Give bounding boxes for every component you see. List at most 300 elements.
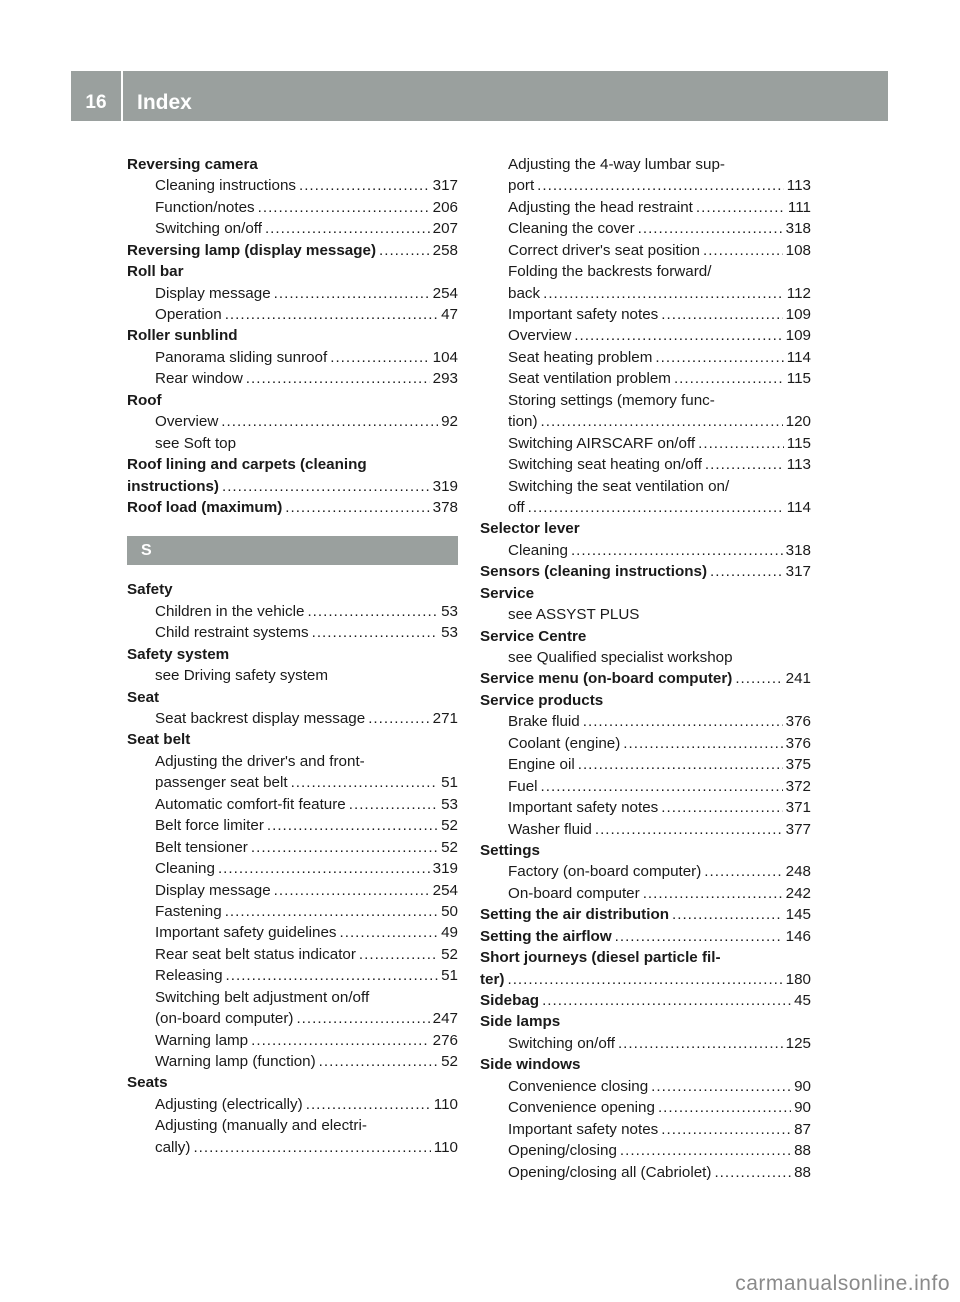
index-subentry: [127, 197, 458, 218]
entry-label: see ASSYST PLUS: [508, 606, 640, 624]
dot-leader: [537, 175, 784, 196]
dot-leader: [703, 240, 783, 261]
index-subentry: [480, 647, 811, 668]
page-ref: 319: [432, 860, 458, 878]
index-subentry: [127, 368, 458, 389]
page-ref: 115: [786, 434, 811, 452]
index-entry: [127, 261, 458, 282]
entry-label: Adjusting (manually and electri-: [155, 1117, 367, 1135]
page-ref: 114: [786, 348, 811, 366]
index-subentry: [480, 1162, 811, 1183]
page-ref: 104: [432, 348, 458, 366]
dot-leader: [643, 883, 783, 904]
index-subentry: [127, 304, 458, 325]
entry-label: back: [508, 284, 541, 302]
index-subentry: [127, 665, 458, 686]
page-ref: 108: [785, 241, 811, 259]
page-ref: 109: [785, 327, 811, 345]
dot-leader: [672, 904, 783, 925]
index-subentry: [480, 218, 811, 239]
entry-label: tion): [508, 413, 538, 431]
page-ref: 317: [432, 177, 458, 195]
entry-label: Safety: [127, 581, 173, 599]
page-ref: 378: [432, 498, 458, 516]
index-entry: [127, 730, 458, 751]
entry-label: Panorama sliding sunroof: [155, 348, 328, 366]
entry-label: Display message: [155, 881, 271, 899]
entry-label: Switching belt adjustment on/off: [155, 988, 370, 1006]
index-subentry: [480, 476, 811, 497]
entry-label: (on-board computer): [155, 1010, 294, 1028]
page-ref: 112: [786, 284, 811, 302]
page-ref: 258: [432, 241, 458, 259]
entry-label: Seats: [127, 1074, 168, 1092]
dot-leader: [638, 218, 783, 239]
entry-label: Cleaning the cover: [508, 220, 635, 238]
entry-label: Child restraint systems: [155, 624, 309, 642]
entry-label: Reversing camera: [127, 155, 258, 173]
index-entry: [480, 926, 811, 947]
page-ref: 115: [786, 370, 811, 388]
dot-leader: [615, 926, 783, 947]
page-ref: 375: [785, 756, 811, 774]
page-ref: 248: [785, 863, 811, 881]
dot-leader: [291, 772, 439, 793]
entry-label: Side lamps: [480, 1013, 561, 1031]
dot-leader: [225, 901, 438, 922]
index-subentry: [127, 175, 458, 196]
index-subentry: [127, 987, 458, 1008]
index-subentry: [127, 708, 458, 729]
entry-label: Convenience opening: [508, 1099, 655, 1117]
index-subentry: [480, 883, 811, 904]
page-ref: 51: [441, 774, 458, 792]
entry-label: Setting the airflow: [480, 927, 612, 945]
index-subentry: [480, 240, 811, 261]
index-subentry: [480, 711, 811, 732]
page-ref: 377: [785, 820, 811, 838]
index-entry: [480, 990, 811, 1011]
index-subentry: [127, 347, 458, 368]
entry-label: Convenience closing: [508, 1077, 649, 1095]
entry-label: Operation: [155, 306, 222, 324]
index-entry: [480, 626, 811, 647]
page-ref: 372: [785, 777, 811, 795]
entry-label: Service Centre: [480, 627, 587, 645]
entry-label: Switching on/off: [155, 220, 262, 238]
index-column-right: [480, 154, 811, 1183]
entry-label: Correct driver's seat position: [508, 241, 700, 259]
index-subentry: [127, 1094, 458, 1115]
index-subentry: [480, 1140, 811, 1161]
index-entry: [480, 690, 811, 711]
page-ref: 88: [794, 1142, 811, 1160]
page-ref: 376: [785, 734, 811, 752]
entry-label: Switching on/off: [508, 1034, 615, 1052]
index-entry: [127, 390, 458, 411]
entry-label: Service menu (on-board computer): [480, 670, 733, 688]
index-entry: [127, 687, 458, 708]
page-title: Index: [137, 91, 192, 114]
section-heading: S: [127, 536, 458, 565]
index-subentry: [480, 411, 811, 432]
entry-label: Side windows: [480, 1056, 581, 1074]
index-subentry: [127, 601, 458, 622]
index-subentry: [480, 819, 811, 840]
entry-label: Overview: [508, 327, 572, 345]
dot-leader: [543, 283, 784, 304]
entry-label: instructions): [127, 477, 219, 495]
index-subentry: [480, 497, 811, 518]
page-ref: 207: [432, 220, 458, 238]
page-ref: 52: [441, 838, 458, 856]
dot-leader: [265, 218, 430, 239]
entry-label: Opening/closing: [508, 1142, 617, 1160]
index-subentry: [127, 837, 458, 858]
entry-label: Rear seat belt status indicator: [155, 945, 356, 963]
page-ref: 51: [441, 967, 458, 985]
page-ref: 254: [432, 284, 458, 302]
index-subentry: [127, 411, 458, 432]
page-ref: 110: [433, 1095, 458, 1113]
index-subentry: [127, 1008, 458, 1029]
entry-label: Belt force limiter: [155, 817, 264, 835]
page-ref: 271: [432, 710, 458, 728]
entry-label: Important safety notes: [508, 799, 659, 817]
page-ref: 49: [441, 924, 458, 942]
page-ref: 206: [432, 198, 458, 216]
page-ref: 52: [441, 817, 458, 835]
entry-label: Sidebag: [480, 992, 540, 1010]
page-ref: 47: [441, 306, 458, 324]
entry-label: Roof load (maximum): [127, 498, 283, 516]
page-ref: 45: [794, 992, 811, 1010]
entry-label: Children in the vehicle: [155, 602, 305, 620]
entry-label: see Qualified specialist workshop: [508, 649, 733, 667]
index-entry: [127, 240, 458, 261]
page-ref: 318: [785, 220, 811, 238]
page-ref: 110: [433, 1138, 458, 1156]
page-ref: 242: [785, 884, 811, 902]
index-entry: [480, 583, 811, 604]
dot-leader: [574, 325, 782, 346]
dot-leader: [542, 990, 791, 1011]
entry-label: Cleaning: [508, 541, 568, 559]
dot-leader: [340, 922, 439, 943]
dot-leader: [312, 622, 438, 643]
index-entry: [127, 1073, 458, 1094]
page-ref: 376: [785, 713, 811, 731]
index-subentry: [127, 944, 458, 965]
index-subentry: [127, 1137, 458, 1158]
index-subentry: [127, 751, 458, 772]
entry-label: Seat backrest display message: [155, 710, 366, 728]
page-ref: 247: [432, 1010, 458, 1028]
dot-leader: [319, 1051, 438, 1072]
watermark: carmanualsonline.info: [735, 1272, 950, 1295]
dot-leader: [193, 1137, 430, 1158]
entry-label: Seat: [127, 688, 160, 706]
page-ref: 90: [794, 1099, 811, 1117]
dot-leader: [696, 197, 785, 218]
dot-leader: [274, 880, 430, 901]
index-subentry: [127, 283, 458, 304]
entry-label: Adjusting the 4-way lumbar sup-: [508, 155, 725, 173]
index-subentry: [480, 326, 811, 347]
entry-label: Cleaning instructions: [155, 177, 296, 195]
page-ref: 52: [441, 945, 458, 963]
entry-label: Reversing lamp (display message): [127, 241, 377, 259]
entry-label: Switching the seat ventilation on/: [508, 477, 730, 495]
index-subentry: [127, 1115, 458, 1136]
index-entry: [480, 904, 811, 925]
entry-label: Fuel: [508, 777, 538, 795]
index-subentry: [127, 1051, 458, 1072]
entry-label: Setting the air distribution: [480, 906, 669, 924]
page-ref: 109: [785, 306, 811, 324]
entry-label: see Soft top: [155, 434, 237, 452]
dot-leader: [704, 861, 782, 882]
page-ref: 371: [785, 799, 811, 817]
page-ref: 113: [786, 456, 811, 474]
dot-leader: [251, 837, 438, 858]
dot-leader: [267, 815, 438, 836]
index-entry: [127, 476, 458, 497]
index-subentry: [480, 754, 811, 775]
dot-leader: [226, 965, 439, 986]
entry-label: Washer fluid: [508, 820, 592, 838]
entry-label: Warning lamp: [155, 1031, 249, 1049]
index-subentry: [127, 433, 458, 454]
page-number: 16: [71, 71, 123, 121]
dot-leader: [595, 819, 783, 840]
page-ref: 113: [786, 177, 811, 195]
entry-label: Display message: [155, 284, 271, 302]
index-entry: [480, 969, 811, 990]
dot-leader: [661, 797, 782, 818]
index-subentry: [480, 283, 811, 304]
index-subentry: [480, 1033, 811, 1054]
index-subentry: [480, 433, 811, 454]
entry-label: Service: [480, 584, 535, 602]
entry-label: Important safety notes: [508, 1120, 659, 1138]
entry-label: Factory (on-board computer): [508, 863, 702, 881]
entry-label: off: [508, 498, 525, 516]
dot-leader: [698, 433, 784, 454]
entry-label: Releasing: [155, 967, 223, 985]
entry-label: port: [508, 177, 535, 195]
entry-label: Safety system: [127, 645, 230, 663]
dot-leader: [507, 969, 782, 990]
page-ref: 53: [441, 795, 458, 813]
dot-leader: [306, 1094, 431, 1115]
dot-leader: [735, 668, 782, 689]
dot-leader: [651, 1076, 791, 1097]
dot-leader: [251, 1030, 430, 1051]
index-entry: [127, 154, 458, 175]
dot-leader: [528, 497, 784, 518]
page-ref: 53: [441, 624, 458, 642]
index-entry: [480, 669, 811, 690]
entry-label: Overview: [155, 413, 219, 431]
dot-leader: [368, 708, 429, 729]
entry-label: Sensors (cleaning instructions): [480, 563, 708, 581]
entry-label: Warning lamp (function): [155, 1053, 316, 1071]
entry-label: Storing settings (memory func-: [508, 391, 715, 409]
entry-label: Brake fluid: [508, 713, 580, 731]
page-header: [71, 71, 888, 121]
index-subentry: [480, 776, 811, 797]
entry-label: Settings: [480, 841, 540, 859]
index-subentry: [480, 540, 811, 561]
page-ref: 50: [441, 902, 458, 920]
index-subentry: [127, 772, 458, 793]
entry-label: On-board computer: [508, 884, 640, 902]
entry-label: Switching AIRSCARF on/off: [508, 434, 696, 452]
index-subentry: [480, 347, 811, 368]
entry-label: Adjusting the driver's and front-: [155, 752, 365, 770]
dot-leader: [710, 561, 783, 582]
page-ref: 92: [441, 413, 458, 431]
entry-label: Rear window: [155, 370, 243, 388]
page-ref: 52: [441, 1053, 458, 1071]
index-subentry: [127, 880, 458, 901]
index-column-left: [127, 154, 458, 1158]
index-entry: [127, 454, 458, 475]
entry-label: Switching seat heating on/off: [508, 456, 702, 474]
entry-label: Engine oil: [508, 756, 575, 774]
index-entry: [127, 326, 458, 347]
index-subentry: [480, 154, 811, 175]
page-ref: 111: [787, 198, 811, 216]
index-subentry: [480, 454, 811, 475]
index-subentry: [480, 1097, 811, 1118]
entry-label: cally): [155, 1138, 191, 1156]
entry-label: Function/notes: [155, 198, 255, 216]
entry-label: Coolant (engine): [508, 734, 621, 752]
dot-leader: [583, 711, 783, 732]
page-ref: 276: [432, 1031, 458, 1049]
index-subentry: [127, 901, 458, 922]
index-subentry: [480, 733, 811, 754]
entry-label: Adjusting the head restraint: [508, 198, 693, 216]
entry-label: passenger seat belt: [155, 774, 288, 792]
entry-label: Roller sunblind: [127, 327, 238, 345]
dot-leader: [623, 733, 782, 754]
entry-label: Folding the backrests forward/: [508, 263, 712, 281]
page-ref: 318: [785, 541, 811, 559]
dot-leader: [705, 454, 784, 475]
dot-leader: [571, 540, 783, 561]
dot-leader: [359, 944, 438, 965]
index-subentry: [127, 794, 458, 815]
entry-label: see Driving safety system: [155, 667, 329, 685]
page-ref: 180: [785, 970, 811, 988]
entry-label: Opening/closing all (Cabriolet): [508, 1163, 712, 1181]
dot-leader: [620, 1140, 791, 1161]
index-subentry: [127, 622, 458, 643]
dot-leader: [218, 858, 430, 879]
page-ref: 87: [794, 1120, 811, 1138]
dot-leader: [349, 794, 438, 815]
page-ref: 53: [441, 602, 458, 620]
entry-label: Seat ventilation problem: [508, 370, 671, 388]
page-ref: 146: [785, 927, 811, 945]
index-entry: [480, 840, 811, 861]
index-subentry: [480, 175, 811, 196]
dot-leader: [296, 1008, 429, 1029]
entry-label: Fastening: [155, 902, 222, 920]
dot-leader: [674, 368, 784, 389]
dot-leader: [330, 347, 429, 368]
entry-label: Automatic comfort-fit feature: [155, 795, 346, 813]
index-entry: [127, 579, 458, 600]
page-ref: 88: [794, 1163, 811, 1181]
dot-leader: [714, 1162, 791, 1183]
index-subentry: [480, 304, 811, 325]
index-entry: [127, 497, 458, 518]
dot-leader: [221, 411, 438, 432]
dot-leader: [222, 476, 430, 497]
entry-label: Service products: [480, 691, 604, 709]
index-subentry: [127, 815, 458, 836]
dot-leader: [541, 776, 783, 797]
dot-leader: [225, 304, 438, 325]
dot-leader: [285, 497, 429, 518]
index-entry: [480, 518, 811, 539]
page-ref: 241: [785, 670, 811, 688]
index-entry: [480, 947, 811, 968]
dot-leader: [655, 347, 783, 368]
entry-label: Belt tensioner: [155, 838, 248, 856]
index-subentry: [480, 261, 811, 282]
entry-label: Seat belt: [127, 731, 191, 749]
index-entry: [480, 1054, 811, 1075]
page-ref: 114: [786, 498, 811, 516]
entry-label: Roof lining and carpets (cleaning: [127, 456, 367, 474]
dot-leader: [658, 1097, 791, 1118]
page-ref: 319: [432, 477, 458, 495]
dot-leader: [307, 601, 438, 622]
index-subentry: [127, 858, 458, 879]
entry-label: Important safety guidelines: [155, 924, 337, 942]
index-subentry: [480, 604, 811, 625]
index-subentry: [480, 390, 811, 411]
dot-leader: [246, 368, 430, 389]
entry-label: Selector lever: [480, 520, 580, 538]
entry-label: Cleaning: [155, 860, 215, 878]
index-entry: [480, 561, 811, 582]
page-ref: 90: [794, 1077, 811, 1095]
page-ref: 120: [785, 413, 811, 431]
index-entry: [127, 644, 458, 665]
page-ref: 317: [785, 563, 811, 581]
dot-leader: [258, 197, 430, 218]
index-subentry: [127, 965, 458, 986]
dot-leader: [274, 283, 430, 304]
index-subentry: [480, 797, 811, 818]
index-subentry: [127, 218, 458, 239]
index-subentry: [480, 1119, 811, 1140]
dot-leader: [541, 411, 783, 432]
page-ref: 254: [432, 881, 458, 899]
index-subentry: [127, 922, 458, 943]
index-subentry: [480, 1076, 811, 1097]
index-subentry: [127, 1030, 458, 1051]
page-ref: 125: [785, 1034, 811, 1052]
entry-label: Roof: [127, 391, 162, 409]
index-subentry: [480, 197, 811, 218]
